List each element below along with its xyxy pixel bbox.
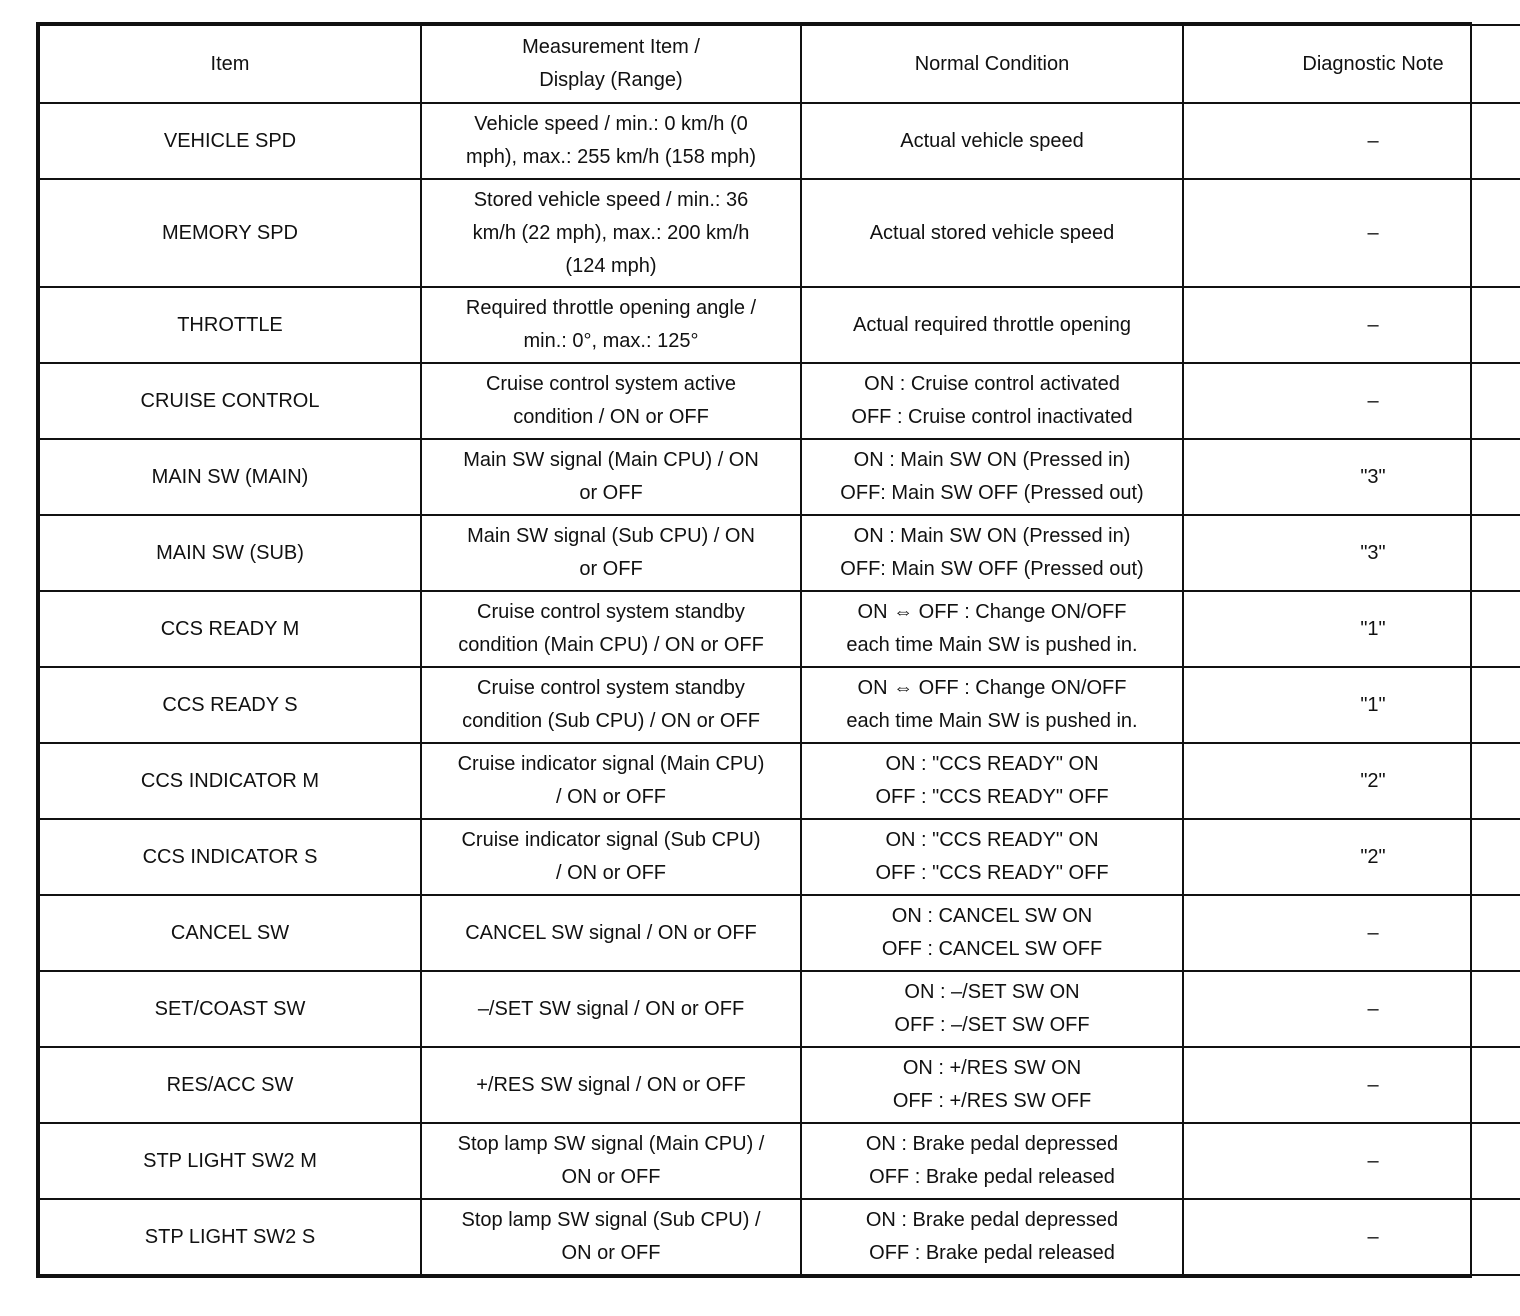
normal-condition-line: ON : "CCS READY" ON (885, 829, 1099, 851)
measurement-line: condition (Sub CPU) / ON or OFF (462, 710, 760, 732)
diagnostic-note-cell: – (1183, 1123, 1520, 1199)
normal-condition-line: ON ⇔ OFF : Change ON/OFF (857, 601, 1127, 623)
item-cell: CCS INDICATOR S (39, 819, 421, 895)
measurement-cell (421, 819, 801, 895)
normal-condition-line: OFF: Main SW OFF (Pressed out) (840, 558, 1144, 580)
table-row (39, 287, 1520, 363)
normal-condition-line: OFF : +/RES SW OFF (892, 1090, 1092, 1112)
normal-condition-line: ON : Brake pedal depressed (865, 1133, 1119, 1155)
measurement-line: km/h (22 mph), max.: 200 km/h (472, 221, 750, 244)
measurement-cell (421, 515, 801, 591)
measurement-line: Cruise indicator signal (Sub CPU) (461, 829, 761, 851)
measurement-line: Cruise control system standby (477, 601, 745, 623)
normal-condition-cell (801, 591, 1183, 667)
measurement-line: Cruise indicator signal (Main CPU) (457, 753, 765, 775)
measurement-line: Required throttle opening angle / (465, 297, 757, 319)
normal-condition-cell (801, 971, 1183, 1047)
measurement-line: Main SW signal (Main CPU) / ON (463, 449, 759, 471)
normal-condition-line: ON : Brake pedal depressed (865, 1209, 1119, 1231)
measurement-line: or OFF (579, 558, 643, 580)
normal-condition-line: OFF : CANCEL SW OFF (881, 938, 1103, 960)
table-row (39, 103, 1520, 179)
diagnostic-note-cell: – (1183, 1047, 1520, 1123)
measurement-cell (421, 103, 801, 179)
diagnostic-note-cell: – (1183, 287, 1520, 363)
item-cell: MAIN SW (SUB) (39, 515, 421, 591)
normal-condition-cell (801, 103, 1183, 179)
header-item: Item (39, 25, 421, 103)
table-row (39, 363, 1520, 439)
header-normal-condition: Normal Condition (801, 25, 1183, 103)
measurement-cell (421, 667, 801, 743)
measurement-cell (421, 591, 801, 667)
item-cell: MAIN SW (MAIN) (39, 439, 421, 515)
normal-condition-line: OFF : "CCS READY" OFF (875, 862, 1109, 884)
normal-condition-cell (801, 179, 1183, 287)
header-measurement (421, 25, 801, 103)
table-row (39, 667, 1520, 743)
diagnostic-note-cell: – (1183, 1199, 1520, 1275)
measurement-line: or OFF (579, 482, 643, 504)
normal-condition-line: ON ⇔ OFF : Change ON/OFF (857, 677, 1127, 699)
normal-condition-line: OFF : Brake pedal released (869, 1166, 1115, 1188)
measurement-line: (124 mph) (565, 254, 657, 277)
normal-condition-line: OFF : Cruise control inactivated (851, 406, 1133, 428)
normal-condition-cell (801, 819, 1183, 895)
diagnostic-note-cell: – (1183, 179, 1520, 287)
normal-condition-line: ON : –/SET SW ON (904, 981, 1080, 1003)
item-cell: CRUISE CONTROL (39, 363, 421, 439)
table-row (39, 1123, 1520, 1199)
normal-condition-cell (801, 439, 1183, 515)
measurement-line: ON or OFF (561, 1166, 661, 1188)
measurement-cell (421, 895, 801, 971)
normal-condition-line: OFF : "CCS READY" OFF (875, 786, 1109, 808)
normal-condition-line: ON : CANCEL SW ON (891, 905, 1093, 927)
measurement-cell (421, 1199, 801, 1275)
item-cell: VEHICLE SPD (39, 103, 421, 179)
measurement-line: condition / ON or OFF (513, 406, 709, 428)
measurement-cell (421, 439, 801, 515)
measurement-cell (421, 287, 801, 363)
table-row (39, 971, 1520, 1047)
measurement-cell (421, 1047, 801, 1123)
measurement-cell (421, 363, 801, 439)
normal-condition-line: Actual required throttle opening (853, 313, 1131, 336)
normal-condition-cell (801, 363, 1183, 439)
measurement-line: / ON or OFF (556, 862, 666, 884)
table-row (39, 743, 1520, 819)
diagnostic-note-cell: – (1183, 895, 1520, 971)
header-measurement-line-1: Measurement Item / (522, 36, 700, 58)
normal-condition-line: Actual vehicle speed (900, 129, 1084, 152)
measurement-line: Cruise control system standby (477, 677, 745, 699)
item-cell: CCS READY S (39, 667, 421, 743)
measurement-line: Cruise control system active (485, 373, 737, 395)
diagnostic-data-table (38, 24, 1520, 1276)
table-row (39, 515, 1520, 591)
normal-condition-cell (801, 1047, 1183, 1123)
normal-condition-cell (801, 287, 1183, 363)
item-cell: CANCEL SW (39, 895, 421, 971)
diagnostic-note-cell: "3" (1183, 439, 1520, 515)
table-row (39, 1047, 1520, 1123)
measurement-line: +/RES SW signal / ON or OFF (476, 1073, 746, 1096)
table-row (39, 591, 1520, 667)
header-diagnostic-note: Diagnostic Note (1183, 25, 1520, 103)
normal-condition-cell (801, 515, 1183, 591)
diagnostic-note-cell: "2" (1183, 819, 1520, 895)
diagnostic-note-cell: "1" (1183, 591, 1520, 667)
diagnostic-note-cell: – (1183, 971, 1520, 1047)
table-row (39, 895, 1520, 971)
normal-condition-line: ON : "CCS READY" ON (885, 753, 1099, 775)
measurement-line: min.: 0°, max.: 125° (523, 330, 699, 352)
table-row (39, 1199, 1520, 1275)
normal-condition-line: ON : Main SW ON (Pressed in) (853, 449, 1131, 471)
measurement-line: Stop lamp SW signal (Sub CPU) / (461, 1209, 761, 1231)
item-cell: CCS READY M (39, 591, 421, 667)
measurement-line: ON or OFF (561, 1242, 661, 1264)
item-cell: STP LIGHT SW2 M (39, 1123, 421, 1199)
table-body (39, 103, 1520, 1275)
diagnostic-note-cell: – (1183, 103, 1520, 179)
normal-condition-line: OFF: Main SW OFF (Pressed out) (840, 482, 1144, 504)
normal-condition-cell (801, 1123, 1183, 1199)
normal-condition-cell (801, 743, 1183, 819)
normal-condition-cell (801, 895, 1183, 971)
measurement-cell (421, 743, 801, 819)
diagnostic-table-container (36, 22, 1472, 1278)
measurement-cell (421, 971, 801, 1047)
normal-condition-cell (801, 667, 1183, 743)
measurement-cell (421, 179, 801, 287)
item-cell: CCS INDICATOR M (39, 743, 421, 819)
item-cell: THROTTLE (39, 287, 421, 363)
measurement-line: mph), max.: 255 km/h (158 mph) (465, 146, 757, 168)
measurement-cell (421, 1123, 801, 1199)
table-row (39, 179, 1520, 287)
measurement-line: Main SW signal (Sub CPU) / ON (467, 525, 755, 547)
diagnostic-note-cell: "3" (1183, 515, 1520, 591)
normal-condition-line: each time Main SW is pushed in. (846, 634, 1138, 656)
item-cell: RES/ACC SW (39, 1047, 421, 1123)
normal-condition-line: OFF : Brake pedal released (869, 1242, 1115, 1264)
normal-condition-line: ON : Cruise control activated (864, 373, 1120, 395)
measurement-line: Stop lamp SW signal (Main CPU) / (457, 1133, 765, 1155)
item-cell: SET/COAST SW (39, 971, 421, 1047)
item-cell: STP LIGHT SW2 S (39, 1199, 421, 1275)
diagnostic-note-cell: "2" (1183, 743, 1520, 819)
header-measurement-line-2: Display (Range) (539, 69, 683, 91)
measurement-line: –/SET SW signal / ON or OFF (477, 997, 745, 1020)
item-cell: MEMORY SPD (39, 179, 421, 287)
table-row (39, 819, 1520, 895)
normal-condition-line: Actual stored vehicle speed (869, 221, 1115, 244)
normal-condition-line: ON : +/RES SW ON (902, 1057, 1082, 1079)
header-row (39, 25, 1520, 103)
table-row (39, 439, 1520, 515)
normal-condition-line: each time Main SW is pushed in. (846, 710, 1138, 732)
diagnostic-note-cell: – (1183, 363, 1520, 439)
measurement-line: Stored vehicle speed / min.: 36 (473, 188, 749, 211)
diagnostic-note-cell: "1" (1183, 667, 1520, 743)
measurement-line: Vehicle speed / min.: 0 km/h (0 (474, 113, 748, 135)
measurement-line: / ON or OFF (556, 786, 666, 808)
measurement-line: condition (Main CPU) / ON or OFF (458, 634, 764, 656)
normal-condition-cell (801, 1199, 1183, 1275)
normal-condition-line: ON : Main SW ON (Pressed in) (853, 525, 1131, 547)
normal-condition-line: OFF : –/SET SW OFF (894, 1014, 1090, 1036)
measurement-line: CANCEL SW signal / ON or OFF (465, 921, 757, 944)
